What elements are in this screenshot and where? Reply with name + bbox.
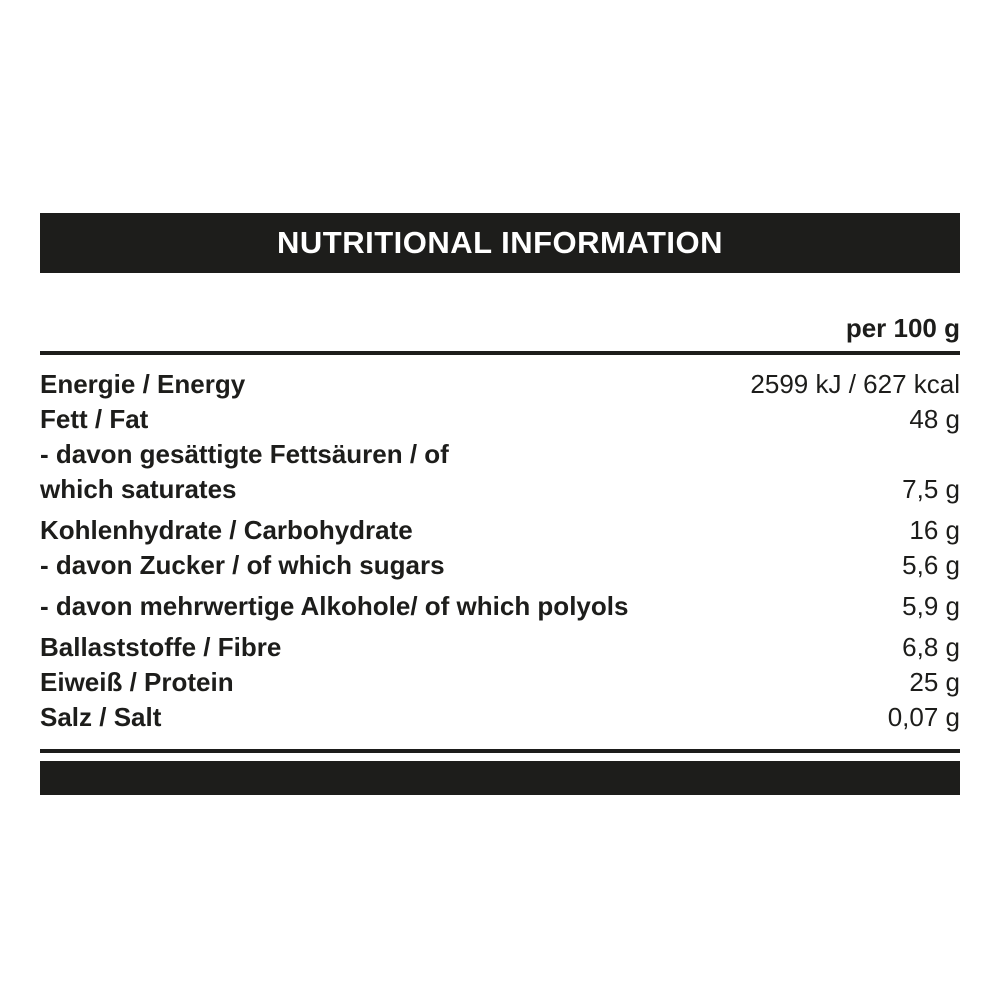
- column-header-per-100g: per 100 g: [845, 313, 960, 343]
- nutrient-value: 5,6 g: [902, 550, 960, 580]
- nutrient-value: 16 g: [909, 515, 960, 545]
- nutrient-value: 48 g: [909, 404, 960, 434]
- nutrient-label: Fett / Fat: [40, 404, 149, 434]
- nutrient-label: Energie / Energy: [40, 369, 246, 399]
- row-energy: [40, 367, 960, 402]
- nutrient-label: - davon mehrwertige Alkohole/ of which polyols: [40, 591, 629, 621]
- bottom-divider: [40, 749, 960, 753]
- nutrient-value: 6,8 g: [902, 632, 960, 662]
- nutrient-value: 25 g: [909, 667, 960, 697]
- row-carbohydrate: [40, 513, 960, 548]
- row-fat: [40, 402, 960, 437]
- nutrient-label: Eiweiß / Protein: [40, 667, 234, 697]
- row-sugars: [40, 548, 960, 583]
- row-protein: [40, 665, 960, 700]
- row-polyols: [40, 589, 960, 624]
- nutrition-table: [40, 355, 960, 735]
- page-title: NUTRITIONAL INFORMATION: [276, 225, 724, 260]
- nutrient-value: 2599 kJ / 627 kcal: [750, 369, 960, 399]
- row-salt: [40, 700, 960, 735]
- nutrient-label: Ballaststoffe / Fibre: [40, 632, 282, 662]
- nutrient-label: Kohlenhydrate / Carbohydrate: [40, 515, 413, 545]
- row-saturates: [40, 437, 960, 507]
- nutrient-value: 7,5 g: [902, 474, 960, 504]
- title-bar: [40, 213, 960, 273]
- label-content: [40, 213, 960, 795]
- footer-bar: [40, 761, 960, 795]
- row-fibre: [40, 630, 960, 665]
- nutrient-value: 0,07 g: [887, 702, 960, 732]
- nutrient-label: - davon gesättigte Fettsäuren / of which saturates: [40, 439, 449, 504]
- nutrient-label: Salz / Salt: [40, 702, 162, 732]
- nutrient-value: 5,9 g: [902, 591, 960, 621]
- nutrient-label: - davon Zucker / of which sugars: [40, 550, 445, 580]
